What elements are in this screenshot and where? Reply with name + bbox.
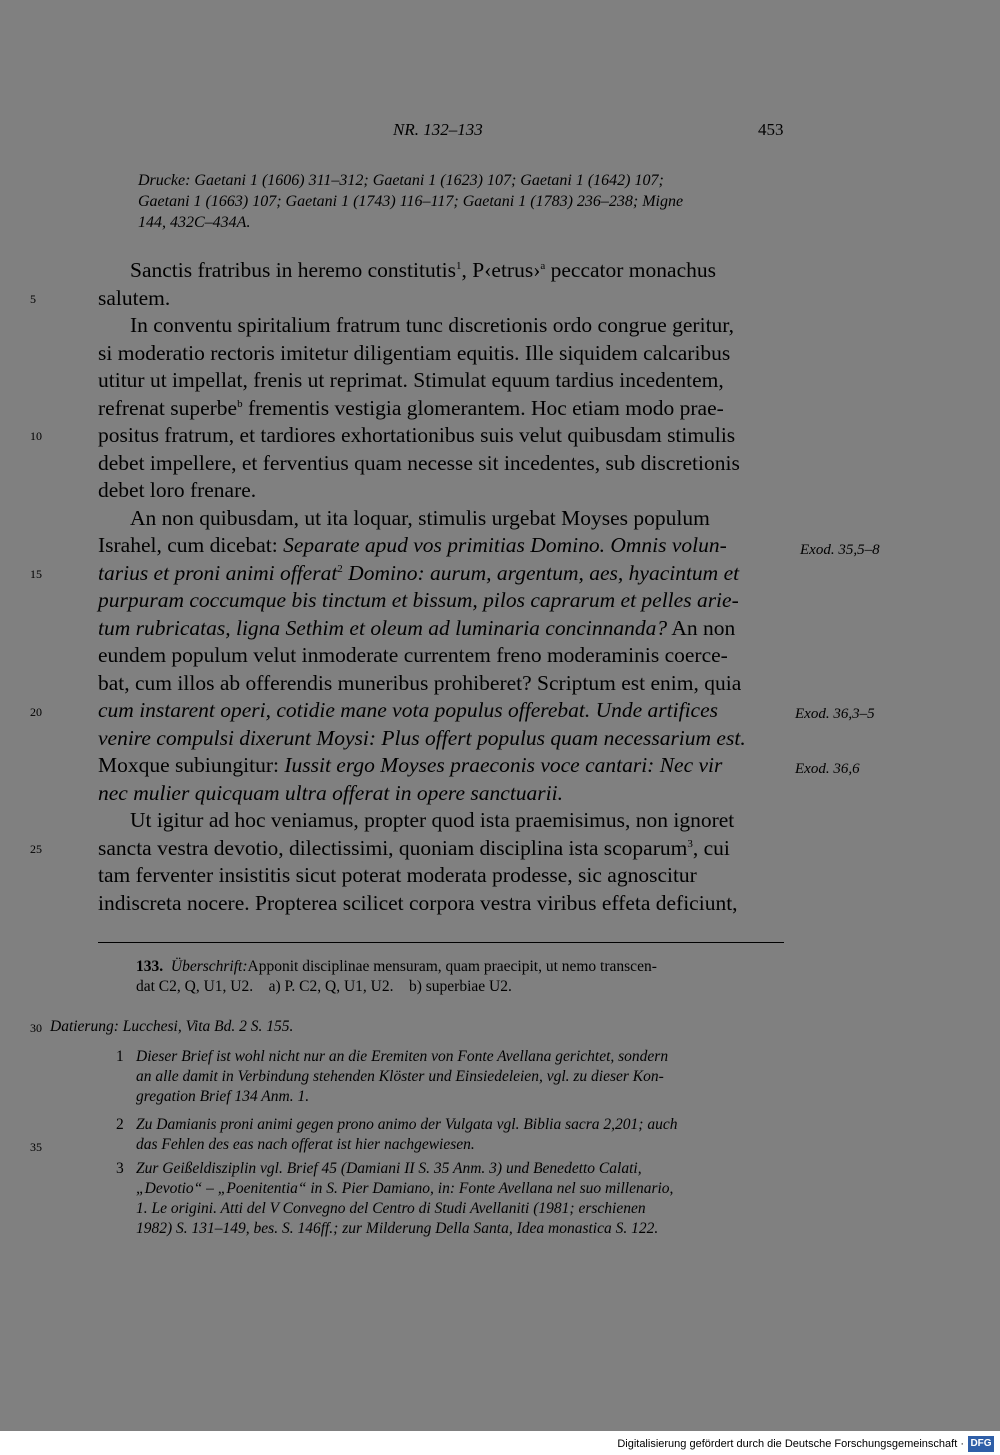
text-line: venire compulsi dixerunt Moysi: Plus offert populus quam necessarium est. [98, 726, 746, 750]
line-number: 20 [30, 705, 42, 719]
drucke-line: 144, 432C–434A. [138, 214, 251, 231]
footer-bar [0, 1431, 1000, 1455]
footnote-number: 3 [116, 1160, 124, 1177]
funding-credit: Digitalisierung gefördert durch die Deutsche Forschungsgemeinschaft · [617, 1438, 964, 1450]
text-line: Israhel, cum dicebat: Separate apud vos primitias Domino. Omnis volun- [98, 533, 727, 557]
text-line: salutem. [98, 286, 171, 310]
text-line: indiscreta nocere. Propterea scilicet corpora vestra viribus effeta deficiunt, [98, 891, 738, 915]
text-line: refrenat superbe$^b$ frementis vestigia glomerantem. Hoc etiam modo prae- [98, 396, 724, 420]
text-line: purpuram coccumque bis tinctum et bissum, pilos caprarum et pelles arie- [98, 588, 739, 612]
footnote-line: Zur Geißeldisziplin vgl. Brief 45 (Damiani II S. 35 Anm. 3) und Benedetto Calati, [136, 1160, 642, 1177]
text-line: Moxque subiungitur: Iussit ergo Moyses praeconis voce cantari: Nec vir [98, 753, 723, 777]
text-line: si moderatio rectoris imitetur diligentiam equitis. Ille siquidem calcaribus [98, 341, 731, 365]
text-line: tarius et proni animi offerat$^2$ Domino: aurum, argentum, aes, hyacintum et [98, 561, 740, 585]
footnote-line: „Devotio“ – „Poenitentia“ in S. Pier Damiano, in: Fonte Avellana nel suo millenario, [136, 1180, 674, 1197]
text-line: bat, cum illos ab offerendis muneribus prohiberet? Scriptum est enim, quia [98, 671, 742, 695]
text-line: debet loro frenare. [98, 478, 257, 502]
line-number: 5 [30, 292, 36, 306]
margin-reference: Exod. 36,6 [795, 761, 860, 777]
text-line: utitur ut impellat, frenis ut reprimat. Stimulat equum tardius incedentem, [98, 368, 724, 392]
text-line: tum rubricatas, ligna Sethim et oleum ad luminaria concinnanda? An non [98, 616, 736, 640]
apparatus-line: dat C2, Q, U1, U2. a) P. C2, Q, U1, U2. b) superbiae U2. [136, 978, 512, 995]
line-number: 30 [30, 1021, 42, 1035]
text-line: An non quibusdam, ut ita loquar, stimulis urgebat Moyses populum [130, 506, 710, 530]
footnote-line: 1. Le origini. Atti del V Convegno del Centro di Studi Avellaniti (1981; erschienen [136, 1200, 646, 1217]
text-line: eundem populum velut inmoderate currentem freno moderaminis coerce- [98, 643, 728, 667]
line-number: 15 [30, 567, 42, 581]
footnote-line: Dieser Brief ist wohl nicht nur an die Eremiten von Fonte Avellana gerichtet, sondern [136, 1048, 669, 1065]
footnote-number: 2 [116, 1116, 124, 1133]
running-title: NR. 132–133 [393, 120, 483, 139]
text-line: cum instarent operi, cotidie mane vota populus offerebat. Unde artifices [98, 698, 719, 722]
drucke-block [138, 170, 683, 233]
drucke-line: Drucke: Gaetani 1 (1606) 311–312; Gaetani 1 (1623) 107; Gaetani 1 (1642) 107; [138, 172, 664, 189]
page-number: 453 [758, 120, 784, 139]
line-number: 10 [30, 429, 42, 443]
text-line: nec mulier quicquam ultra offerat in opere sanctuarii. [98, 781, 563, 805]
footnote-line: gregation Brief 134 Anm. 1. [136, 1088, 310, 1105]
drucke-line: Gaetani 1 (1663) 107; Gaetani 1 (1743) 116–117; Gaetani 1 (1783) 236–238; Migne [138, 193, 684, 210]
footnote-line: 1982) S. 131–149, bes. S. 146ff.; zur Milderung Della Santa, Idea monastica S. 122. [136, 1220, 659, 1237]
text-line: sancta vestra devotio, dilectissimi, quoniam disciplina ista scoparum$^3$, cui [98, 836, 730, 860]
line-number: 35 [30, 1140, 42, 1154]
apparatus-line: 133. Überschrift:Apponit disciplinae mensuram, quam praecipit, ut nemo transcen- [136, 958, 657, 975]
text-line: In conventu spiritalium fratrum tunc discretionis ordo congrue geritur, [130, 313, 734, 337]
text-line: Sanctis fratribus in heremo constitutis$^1$, P‹etrus›$^a$ peccator monachus [130, 258, 716, 282]
footnote-line: das Fehlen des eas nach offerat ist hier nachgewiesen. [136, 1136, 475, 1153]
footnote-rule [98, 942, 784, 943]
line-number: 25 [30, 842, 42, 856]
footnote-number: 1 [116, 1048, 124, 1065]
datierung: Datierung: Lucchesi, Vita Bd. 2 S. 155. [50, 1018, 294, 1035]
text-line: tam ferventer insistitis sicut poterat moderata prodesse, sic agnoscitur [98, 863, 697, 887]
text-line: positus fratrum, et tardiores exhortationibus suis velut quibusdam stimulis [98, 423, 736, 447]
footnote-line: an alle damit in Verbindung stehenden Klöster und Einsiedeleien, vgl. zu dieser Kon- [136, 1068, 664, 1085]
text-line: debet impellere, et ferventius quam necesse sit incedentes, sub discretionis [98, 451, 740, 475]
dfg-logo-icon: DFG [968, 1436, 994, 1452]
text-line: Ut igitur ad hoc veniamus, propter quod ista praemisimus, non ignoret [130, 808, 735, 832]
margin-reference: Exod. 36,3–5 [795, 706, 875, 722]
footnote-line: Zu Damianis proni animi gegen prono animo der Vulgata vgl. Biblia sacra 2,201; auch [136, 1116, 678, 1133]
margin-reference: Exod. 35,5–8 [800, 542, 880, 558]
